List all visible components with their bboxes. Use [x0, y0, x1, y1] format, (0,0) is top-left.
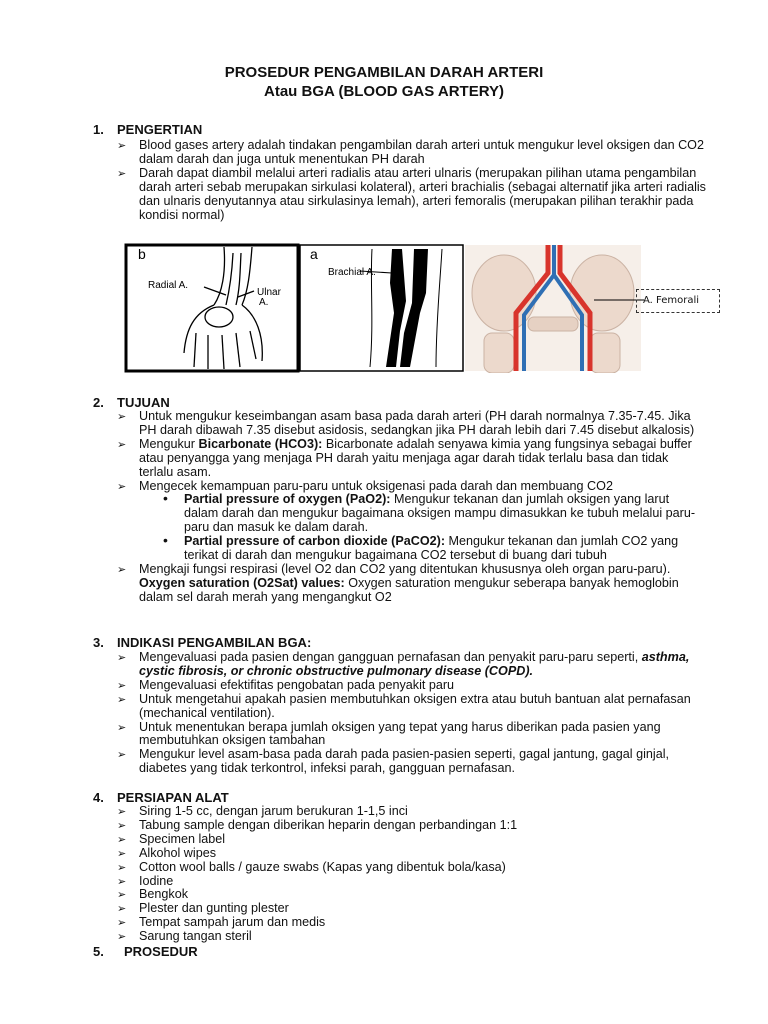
list-item: ➢ Plester dan gunting plester	[117, 902, 707, 916]
ulnar-label: Ulnar	[257, 287, 281, 298]
list-item: ➢ Mengecek kemampuan paru-paru untuk oksigenasi pada darah dan membuang CO2 • Partial pressure of oxygen (PaO2): Mengukur tekanan dan jumlah oksigen yang larut dalam darah dan mengukur bagaimana oksigen mampu dimasukkan ke tubuh melalui paru-paru dan masuk ke dalam darah. • Partial pressure of carbon dioxide (PaCO2): Mengukur tekanan dan jumlah CO2 yang terikat di darah dan mengukur bagaimana CO2 tersebut di buang dari tubuh	[117, 480, 702, 563]
section-number: 4.	[93, 790, 104, 805]
list-item: ➢ Mengukur Bicarbonate (HCO3): Bicarbonate adalah senyawa kimia yang fungsinya sebagai buffer atau penyangga yang menjaga PH darah yaitu menjaga agar darah tidak terlalu basa dan tidak terlalu asam.	[117, 438, 702, 480]
brachial-label: Brachial A.	[328, 267, 376, 278]
artery-illustration	[124, 243, 644, 373]
list-item: ➢ Untuk menentukan berapa jumlah oksigen yang tepat yang harus diberikan pada pasien yang membutuhkan oksigen tambahan	[117, 721, 707, 749]
list-item: ➢ Bengkok	[117, 888, 707, 902]
section-heading-persiapan	[93, 790, 229, 805]
section-number: 3.	[93, 635, 104, 650]
ulnar-label-2: A.	[259, 297, 269, 308]
list-item: ➢ Blood gases artery adalah tindakan pengambilan darah arteri untuk mengukur level oksigen dan CO2 dalam darah dan juga untuk menentukan PH darah	[117, 139, 707, 167]
list-item: ➢ Cotton wool balls / gauze swabs (Kapas yang dibentuk bola/kasa)	[117, 861, 707, 875]
sub-list-item: • Partial pressure of carbon dioxide (PaCO2): Mengukur tekanan dan jumlah CO2 yang terikat di darah dan mengukur bagaimana CO2 tersebut di buang dari tubuh	[139, 535, 702, 563]
section-number: 2.	[93, 395, 104, 410]
sub-list	[139, 493, 702, 563]
list-item: ➢ Iodine	[117, 875, 707, 889]
section-title: PENGERTIAN	[117, 122, 203, 137]
femoral-label: A. Femorali	[636, 289, 720, 313]
sub-list-item: • Partial pressure of oxygen (PaO2): Mengukur tekanan dan jumlah oksigen yang larut dalam darah dan mengukur bagaimana oksigen mampu dimasukkan ke tubuh melalui paru-paru dan masuk ke dalam darah.	[139, 493, 702, 535]
list-item: ➢ Specimen label	[117, 833, 707, 847]
pengertian-list	[117, 139, 707, 222]
section-title: PROSEDUR	[124, 944, 198, 959]
list-item: ➢ Mengkaji fungsi respirasi (level O2 dan CO2 yang ditentukan khususnya oleh organ paru-paru). Oxygen saturation (O2Sat) values: Oxygen saturation mengukur seberapa banyak hemoglobin dalam sel darah merah yang mengangkut O2	[117, 563, 702, 605]
list-item: ➢ Darah dapat diambil melalui arteri radialis atau arteri ulnaris (merupakan pilihan utama pengambilan darah arteri sebab merupakan sirkulasi kolateral), arteri brachialis (sebagai alternatif jika arteri radialis dan ulnaris denyutannya atau sirkulasinya lemah), arteri femoralis (merupakan pilihan terakhir pada kondisi normal)	[117, 167, 707, 223]
section-title: PERSIAPAN ALAT	[117, 790, 229, 805]
section-heading-pengertian	[93, 122, 202, 137]
list-item: ➢ Mengukur level asam-basa pada darah pada pasien-pasien seperti, gagal jantung, gagal ginjal, diabetes yang tidak terkontrol, infeksi parah, gangguan pernafasan.	[117, 748, 707, 776]
document-subtitle: Atau BGA (BLOOD GAS ARTERY)	[264, 83, 504, 100]
list-item: ➢ Tempat sampah jarum dan medis	[117, 916, 707, 930]
panel-b-letter: b	[138, 246, 146, 262]
section-number: 1.	[93, 122, 104, 137]
radial-label: Radial A.	[148, 280, 189, 291]
list-item: ➢ Untuk mengetahui apakah pasien membutuhkan oksigen extra atau butuh bantuan alat pernafasan (mechanical ventilation).	[117, 693, 707, 721]
alat-list	[117, 805, 707, 944]
list-item: ➢ Sarung tangan steril	[117, 930, 707, 944]
list-item: ➢ Siring 1-5 cc, dengan jarum berukuran 1-1,5 inci	[117, 805, 707, 819]
section-title: INDIKASI PENGAMBILAN BGA:	[117, 635, 312, 650]
list-item: ➢ Untuk mengukur keseimbangan asam basa pada darah arteri (PH darah normalnya 7.35-7.45. Jika PH darah dibawah 7.35 disebut asidosis, sedangkan jika PH darah lebih dari 7.45 disebut alkalosis)	[117, 410, 702, 438]
artery-figure-svg	[124, 243, 644, 373]
section-title: TUJUAN	[117, 395, 170, 410]
document-title: PROSEDUR PENGAMBILAN DARAH ARTERI	[224, 64, 544, 81]
list-item: ➢ Tabung sample dengan diberikan heparin dengan perbandingan 1:1	[117, 819, 707, 833]
section-heading-tujuan	[93, 395, 170, 410]
section-heading-prosedur	[93, 944, 198, 959]
panel-a-letter: a	[310, 246, 318, 262]
list-item: ➢ Mengevaluasi efektifitas pengobatan pada penyakit paru	[117, 679, 707, 693]
list-item: ➢ Mengevaluasi pada pasien dengan gangguan pernafasan dan penyakit paru-paru seperti, asthma, cystic fibrosis, or chronic obstructive pulmonary disease (COPD).	[117, 651, 707, 679]
list-item: ➢ Alkohol wipes	[117, 847, 707, 861]
indikasi-list	[117, 651, 707, 776]
tujuan-list	[117, 410, 702, 605]
section-number: 5.	[93, 944, 104, 959]
section-heading-indikasi	[93, 635, 311, 650]
